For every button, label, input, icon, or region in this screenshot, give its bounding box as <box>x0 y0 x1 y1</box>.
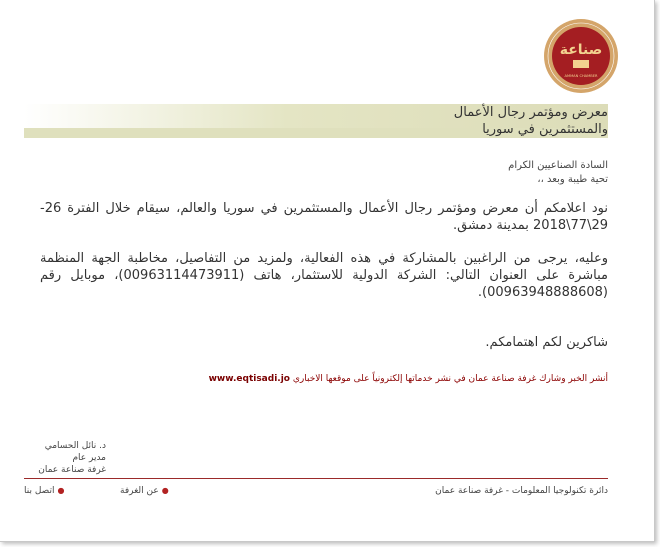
footer-divider <box>24 478 608 479</box>
signature-org: غرفة صناعة عمان <box>38 465 106 475</box>
greeting: تحية طيبة وبعد ،، <box>537 174 608 185</box>
svg-text:AMMAN CHAMBER: AMMAN CHAMBER <box>564 74 598 78</box>
about-link[interactable] <box>120 486 169 496</box>
paragraph-contact: وعليه، يرجى من الراغبين بالمشاركة في هذه الفعالية، ولمزيد من التفاصيل، مخاطبة الجهة المنظمة مباشرة على العنوان التالي: الشركة الدولية للاستثمار، هاتف (00963114473911)، موبايل رقم (00963948888608). <box>40 251 608 300</box>
banner-title-line1: معرض ومؤتمر رجال الأعمال <box>453 105 608 120</box>
banner-title <box>278 104 608 138</box>
contact-link[interactable] <box>24 486 64 496</box>
paragraph-event: نود اعلامكم أن معرض ومؤتمر رجال الأعمال والمستثمرين في سوريا والعالم، سيقام خلال الفترة 26-29\77\2018 بمدينة دمشق. <box>40 201 608 233</box>
thanks-line: شاكرين لكم اهتمامكم. <box>485 335 608 350</box>
contact-label: اتصل بنا <box>24 486 55 496</box>
footer-department: دائرة تكنولوجيا المعلومات - غرفة صناعة عمان <box>435 486 608 496</box>
svg-text:صناعة: صناعة <box>559 42 603 58</box>
amman-chamber-logo <box>543 18 619 94</box>
signature-title: مدير عام <box>72 453 106 463</box>
bullet-icon: ● <box>57 486 65 495</box>
share-text: أنشر الخبر وشارك غرفة صناعة عمان في نشر خدماتها إلكترونياً على موقعها الاخباري <box>292 374 608 384</box>
signature-name: د. نائل الحسامي <box>44 441 106 451</box>
salutation: السادة الصناعيين الكرام <box>508 160 608 171</box>
site-link[interactable]: www.eqtisadi.jo <box>208 374 290 384</box>
banner-title-line2: والمستثمرين في سوريا <box>482 122 608 137</box>
share-line <box>209 374 608 384</box>
signature-block <box>24 440 106 476</box>
about-label: عن الغرفة <box>120 486 159 496</box>
bullet-icon: ● <box>161 486 169 495</box>
